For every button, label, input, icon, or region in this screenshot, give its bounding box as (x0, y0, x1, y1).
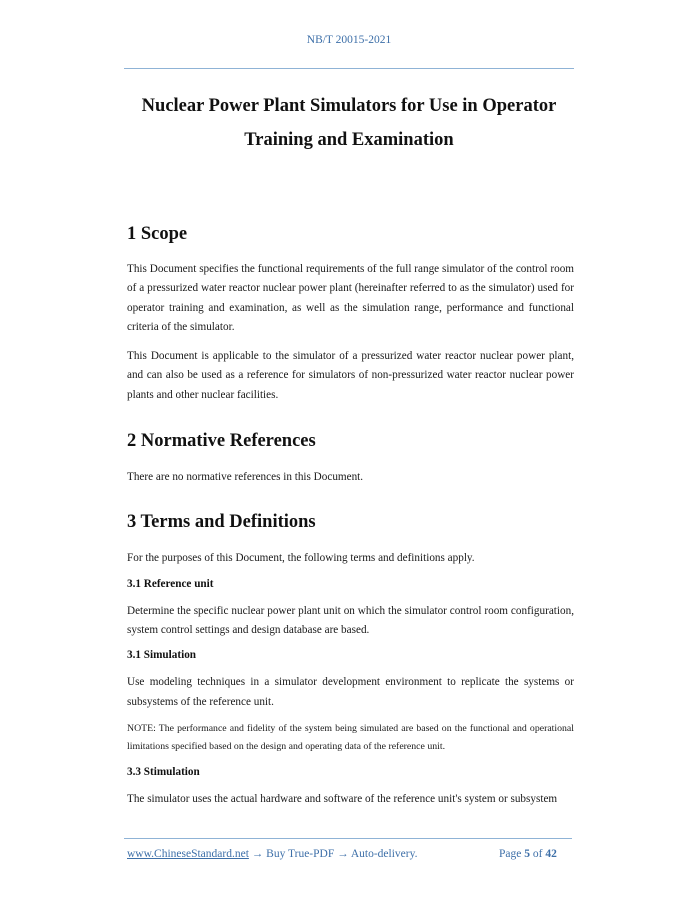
page-word: Page (499, 848, 522, 860)
scope-paragraph-1: This Document specifies the functional requirements of the full range simulator of the control room of a pressurized water reactor nuclear power plant (hereinafter referred to as the simulator) used for operator training and examination, as well as the simulation range, performance and functional criteria of the simulator. (127, 263, 574, 333)
term-heading-reference-unit: 3.1 Reference unit (127, 577, 214, 590)
footer-promo (127, 848, 417, 860)
term-note-simulation: NOTE: The performance and fidelity of the system being simulated are based on the functional and operational limitations specified based on the design and operating data of the reference unit. (127, 722, 574, 752)
document-body (127, 222, 574, 809)
header-divider (124, 68, 574, 69)
term-definition-stimulation: The simulator uses the actual hardware and software of the reference unit's system or subsystem (127, 792, 558, 805)
document-title-line-1: Nuclear Power Plant Simulators for Use in Operator (141, 96, 557, 116)
term-heading-simulation: 3.1 Simulation (127, 649, 197, 662)
page-current-number: 5 (524, 848, 530, 860)
section-heading-terms-definitions: 3 Terms and Definitions (127, 512, 316, 533)
document-title-line-2: Training and Examination (244, 130, 454, 150)
scope-paragraph-2: This Document is applicable to the simulator of a pressurized water reactor nuclear power plant, and can also be used as a reference for simulators of non-pressurized water reactor nuclear power plants and other nuclear facilities. (127, 350, 574, 401)
footer-page-indicator (499, 848, 557, 860)
term-definition-simulation: Use modeling techniques in a simulator development environment to replicate the systems or subsystems of the reference unit. (127, 676, 574, 708)
of-word: of (532, 848, 543, 860)
section-heading-normative-references: 2 Normative References (127, 431, 316, 452)
page-header-standard-code: NB/T 20015-2021 (306, 34, 392, 46)
term-heading-stimulation: 3.3 Stimulation (127, 765, 200, 778)
normative-references-paragraph: There are no normative references in this Document. (127, 471, 364, 484)
section-heading-scope: 1 Scope (127, 224, 188, 244)
terms-intro-paragraph: For the purposes of this Document, the following terms and definitions apply. (127, 552, 475, 565)
page-total-number: 42 (545, 848, 557, 860)
term-definition-reference-unit: Determine the specific nuclear power plant unit on which the simulator control room configuration, system control settings and design database are based. (127, 604, 574, 636)
footer-site-link[interactable]: www.ChineseStandard.net (127, 848, 249, 860)
footer-divider (124, 838, 572, 839)
footer-promo-text: → Buy True-PDF → Auto-delivery. (248, 848, 418, 860)
